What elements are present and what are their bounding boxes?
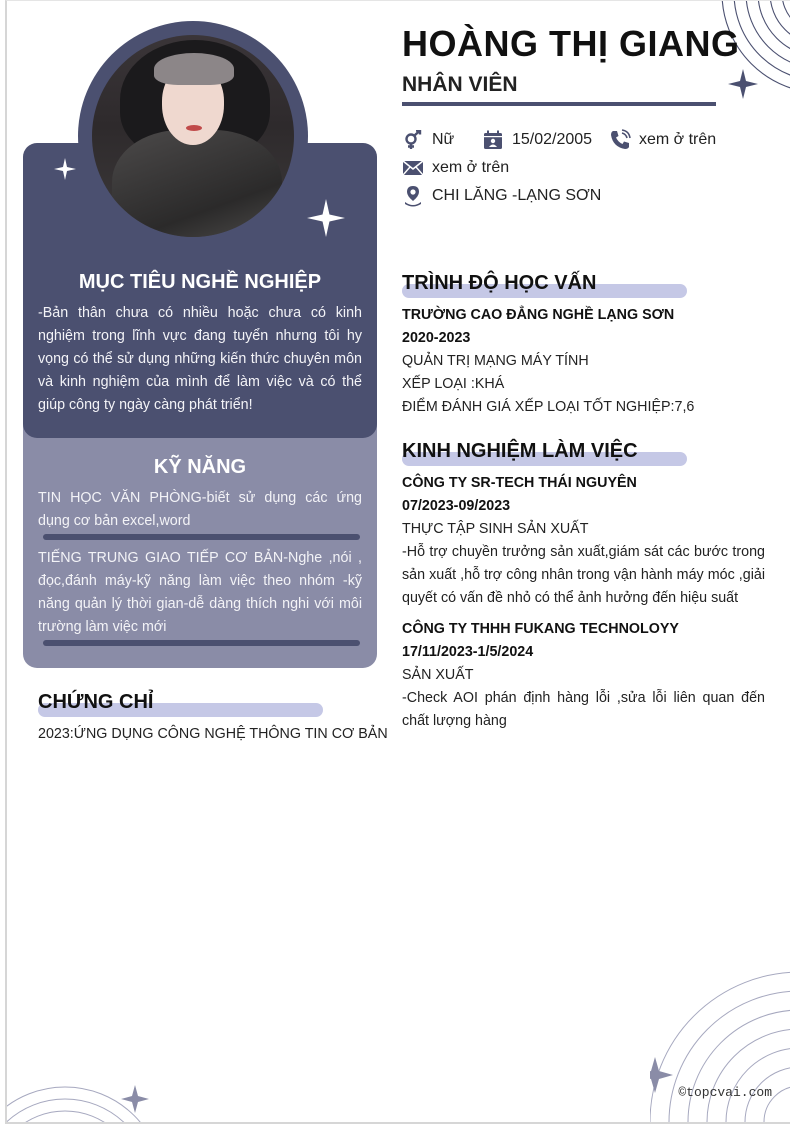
sparkle-icon	[307, 199, 345, 237]
skills-title: KỸ NĂNG	[153, 456, 247, 478]
experience-position: THỰC TẬP SINH SẢN XUẤT	[402, 521, 589, 537]
email-value: xem ở trên	[432, 159, 510, 176]
experience-company: CÔNG TY THHH FUKANG TECHNOLOYY	[402, 621, 679, 637]
contact-birthdate	[482, 129, 592, 151]
skill-item: TIN HỌC VĂN PHÒNG-biết sử dụng các ứng dụng cơ bản excel,word	[38, 490, 362, 529]
education-period: 2020-2023	[402, 330, 471, 346]
experience-period: 07/2023-09/2023	[402, 498, 511, 514]
experience-description: -Hỗ trợ chuyền trưởng sản xuất,giám sát các bước trong sản xuất ,hỗ trợ công nhân trong vận hành máy móc ,giải quyết có vấn đề nhỏ có thể ảnh hưởng đến hiệu suất	[402, 544, 765, 606]
profile-photo	[92, 35, 294, 237]
envelope-icon	[402, 157, 424, 179]
education-rank: XẾP LOẠI :KHÁ	[402, 376, 505, 392]
skill-bar	[43, 640, 360, 646]
candidate-name: HOÀNG THỊ GIANG	[402, 23, 740, 64]
certificates-title: CHỨNG CHỈ	[38, 691, 154, 713]
education-title: TRÌNH ĐỘ HỌC VẤN	[402, 272, 597, 294]
experience-period: 17/11/2023-1/5/2024	[402, 644, 534, 660]
objective-title: MỤC TIÊU NGHỀ NGHIỆP	[78, 271, 322, 293]
watermark: ©topcvai.com	[678, 1085, 772, 1100]
education-major: QUẢN TRỊ MẠNG MÁY TÍNH	[402, 353, 589, 369]
certificate-item: 2023:ỨNG DỤNG CÔNG NGHỆ THÔNG TIN CƠ BẢN	[38, 726, 388, 742]
cv-page	[5, 0, 790, 1124]
experience-description: -Check AOI phán định hàng lỗi ,sửa lỗi liên quan đến chất lượng hàng	[402, 690, 765, 729]
contact-address	[402, 185, 601, 207]
skill-item: TIẾNG TRUNG GIAO TIẾP CƠ BẢN-Nghe ,nói , đọc,đánh máy-kỹ năng làm việc theo nhóm -kỹ năng quản lý thời gian-dễ dàng thích nghi với môi trường làm việc mới	[38, 550, 362, 635]
objective-text: -Bản thân chưa có nhiều hoặc chưa có kinh nghiệm trong lĩnh vực đang tuyển nhưng tôi hy vọng có thể sử dụng những kiến thức chuyên môn và kinh nghiệm của mình để làm việc và có thể giúp công ty ngày càng phát triển!	[38, 305, 362, 413]
contact-gender	[402, 129, 454, 151]
education-school: TRƯỜNG CAO ĐẲNG NGHỀ LẠNG SƠN	[402, 307, 675, 323]
job-title: NHÂN VIÊN	[402, 73, 518, 96]
contact-phone	[609, 129, 716, 151]
gender-value: Nữ	[432, 131, 455, 148]
gender-icon	[402, 129, 424, 151]
experience-company: CÔNG TY SR-TECH THÁI NGUYÊN	[402, 475, 637, 491]
phone-icon	[609, 129, 631, 151]
sparkle-icon	[54, 158, 76, 180]
phone-value: xem ở trên	[639, 131, 717, 148]
contact-email	[402, 157, 509, 179]
experience-title: KINH NGHIỆM LÀM VIỆC	[402, 440, 638, 462]
address-value: CHI LĂNG -LẠNG SƠN	[432, 187, 602, 204]
birthdate-value: 15/02/2005	[512, 131, 593, 148]
decorative-arcs-bottom-left	[7, 1067, 152, 1122]
calendar-icon	[482, 129, 504, 151]
experience-position: SẢN XUẤT	[402, 667, 474, 683]
education-score: ĐIỂM ĐÁNH GIÁ XẾP LOẠI TỐT NGHIỆP:7,6	[402, 399, 695, 415]
title-divider	[402, 102, 716, 106]
skill-bar	[43, 534, 360, 540]
location-pin-icon	[402, 185, 424, 207]
